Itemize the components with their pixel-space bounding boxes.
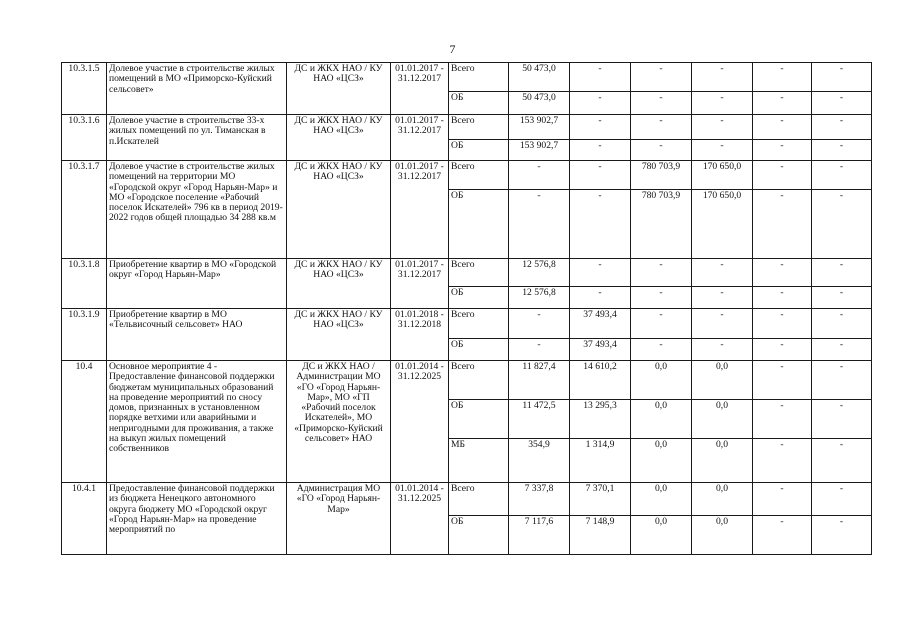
funding-amount: 0,0 [631,361,692,400]
funding-amount: - [509,190,570,259]
funding-amount: - [570,115,631,140]
activity-code: 10.3.1.7 [62,161,107,259]
activity-name: Приобретение квартир в МО «Городской округ «Город Нарьян-Мар» [107,259,287,309]
activity-period: 01.01.2017 - 31.12.2017 [391,259,449,309]
table-row [62,115,872,140]
funding-amount: 11 472,5 [509,400,570,439]
funding-amount: - [812,115,872,140]
funding-amount: 50 473,0 [509,92,570,115]
funding-amount: - [692,92,753,115]
funding-amount: - [692,115,753,140]
funding-amount: - [692,309,753,339]
funding-amount: - [631,309,692,339]
activity-code: 10.3.1.5 [62,63,107,115]
activity-name: Долевое участие в строительстве жилых помещений на территории МО «Городской округ «Город Нарьян-Мар» и МО «Городское поселение «Рабочий поселок Искателей» 796 кв в период 2019-2022 годов общей площадью 34 288 кв.м [107,161,287,259]
funding-amount: - [753,115,812,140]
funding-amount: 12 576,8 [509,287,570,309]
funding-amount: - [753,483,812,516]
activity-code: 10.4.1 [62,483,107,555]
funding-source: ОБ [449,400,509,439]
funding-source: Всего [449,63,509,92]
funding-amount: 780 703,9 [631,161,692,190]
funding-amount: 170 650,0 [692,161,753,190]
funding-amount: 153 902,7 [509,140,570,161]
funding-source: ОБ [449,190,509,259]
funding-source: ОБ [449,92,509,115]
funding-amount: - [570,63,631,92]
funding-source: ОБ [449,339,509,361]
funding-amount: 0,0 [631,400,692,439]
funding-amount: 14 610,2 [570,361,631,400]
activity-code: 10.3.1.6 [62,115,107,161]
funding-source: МБ [449,439,509,483]
activity-period: 01.01.2018 - 31.12.2018 [391,309,449,361]
table-row [62,259,872,287]
funding-amount: - [692,287,753,309]
funding-amount: - [692,63,753,92]
funding-amount: - [570,161,631,190]
funding-amount: 0,0 [692,361,753,400]
funding-amount: - [753,63,812,92]
table-row [62,361,872,400]
funding-amount: - [509,339,570,361]
funding-amount: - [570,140,631,161]
funding-amount: - [753,161,812,190]
funding-amount: 12 576,8 [509,259,570,287]
activity-period: 01.01.2017 - 31.12.2017 [391,161,449,259]
funding-amount: 7 370,1 [570,483,631,516]
funding-amount: - [509,161,570,190]
activity-name: Долевое участие в строительстве 33-х жилых помещений по ул. Тиманская в п.Искателей [107,115,287,161]
activity-period: 01.01.2014 - 31.12.2025 [391,483,449,555]
funding-amount: 153 902,7 [509,115,570,140]
table-row [62,161,872,190]
funding-amount: 50 473,0 [509,63,570,92]
funding-amount: 0,0 [692,483,753,516]
funding-amount: 0,0 [692,516,753,555]
table-row [62,309,872,339]
funding-amount: - [570,287,631,309]
funding-amount: - [812,63,872,92]
funding-amount: - [753,339,812,361]
funding-source: ОБ [449,140,509,161]
funding-amount: - [753,309,812,339]
activity-name: Приобретение квартир в МО «Тельвисочный сельсовет» НАО [107,309,287,361]
activity-executor: ДС и ЖКХ НАО / КУ НАО «ЦСЗ» [287,309,391,361]
funding-amount: 0,0 [692,439,753,483]
funding-amount: - [812,339,872,361]
funding-amount: 7 117,6 [509,516,570,555]
table-row [62,483,872,516]
funding-amount: - [753,259,812,287]
funding-amount: - [631,287,692,309]
funding-amount: - [753,140,812,161]
funding-source: ОБ [449,516,509,555]
funding-amount: - [812,309,872,339]
funding-amount: - [753,439,812,483]
activity-period: 01.01.2017 - 31.12.2017 [391,115,449,161]
funding-amount: 354,9 [509,439,570,483]
funding-amount: - [812,287,872,309]
funding-amount: 7 337,8 [509,483,570,516]
activity-code: 10.3.1.8 [62,259,107,309]
funding-amount: - [753,516,812,555]
funding-amount: 0,0 [631,439,692,483]
funding-amount: - [570,92,631,115]
funding-amount: - [631,339,692,361]
funding-amount: - [812,161,872,190]
funding-amount: - [812,516,872,555]
funding-source: Всего [449,309,509,339]
funding-amount: - [692,339,753,361]
funding-amount: - [631,92,692,115]
funding-amount: 1 314,9 [570,439,631,483]
activity-executor: ДС и ЖКХ НАО / КУ НАО «ЦСЗ» [287,115,391,161]
funding-amount: - [570,190,631,259]
funding-source: Всего [449,483,509,516]
funding-amount: 0,0 [631,516,692,555]
activity-executor: Администрация МО «ГО «Город Нарьян-Мар» [287,483,391,555]
funding-amount: - [812,439,872,483]
activity-name: Долевое участие в строительстве жилых помещений в МО «Приморско-Куйский сельсовет» [107,63,287,115]
funding-amount: - [812,400,872,439]
funding-amount: 37 493,4 [570,309,631,339]
funding-amount: - [631,115,692,140]
page-number: 7 [449,42,456,56]
funding-amount: - [812,259,872,287]
funding-amount: - [812,140,872,161]
activity-executor: ДС и ЖКХ НАО / КУ НАО «ЦСЗ» [287,259,391,309]
funding-amount: - [812,190,872,259]
funding-amount: - [692,140,753,161]
funding-amount: - [753,400,812,439]
funding-amount: - [812,483,872,516]
activity-executor: ДС и ЖКХ НАО / КУ НАО «ЦСЗ» [287,63,391,115]
funding-source: Всего [449,161,509,190]
activity-name: Предоставление финансовой поддержки из бюджета Ненецкого автономного округа бюджету МО «Городской округ «Город Нарьян-Мар» на проведение мероприятий по [107,483,287,555]
activity-period: 01.01.2014 - 31.12.2025 [391,361,449,483]
activity-executor: ДС и ЖКХ НАО / КУ НАО «ЦСЗ» [287,161,391,259]
activity-name: Основное мероприятие 4 - Предоставление финансовой поддержки бюджетам муниципальных образований на проведение мероприятий по сносу домов, признанных в установленном порядке ветхими или аварийными и непригодными для проживания, а также на выкуп жилых помещений собственников [107,361,287,483]
table-row [62,63,872,92]
funding-amount: - [570,259,631,287]
funding-amount: - [753,361,812,400]
activity-executor: ДС и ЖКХ НАО / Администрации МО «ГО «Город Нарьян-Мар», МО «ГП «Рабочий поселок Искателей», МО «Приморско-Куйский сельсовет» НАО [287,361,391,483]
funding-amount: 7 148,9 [570,516,631,555]
activity-period: 01.01.2017 - 31.12.2017 [391,63,449,115]
funding-amount: - [631,259,692,287]
funding-source: Всего [449,259,509,287]
funding-amount: 13 295,3 [570,400,631,439]
funding-amount: 0,0 [631,483,692,516]
funding-amount: 0,0 [692,400,753,439]
funding-amount: - [631,140,692,161]
funding-source: Всего [449,361,509,400]
funding-amount: - [692,259,753,287]
funding-amount: - [509,309,570,339]
program-activities-table [61,62,872,555]
funding-amount: 780 703,9 [631,190,692,259]
funding-amount: - [753,190,812,259]
funding-amount: 11 827,4 [509,361,570,400]
funding-source: Всего [449,115,509,140]
funding-amount: - [753,287,812,309]
funding-amount: 37 493,4 [570,339,631,361]
activity-code: 10.4 [62,361,107,483]
activity-code: 10.3.1.9 [62,309,107,361]
funding-source: ОБ [449,287,509,309]
funding-amount: 170 650,0 [692,190,753,259]
funding-amount: - [753,92,812,115]
funding-amount: - [812,92,872,115]
funding-amount: - [631,63,692,92]
funding-amount: - [812,361,872,400]
